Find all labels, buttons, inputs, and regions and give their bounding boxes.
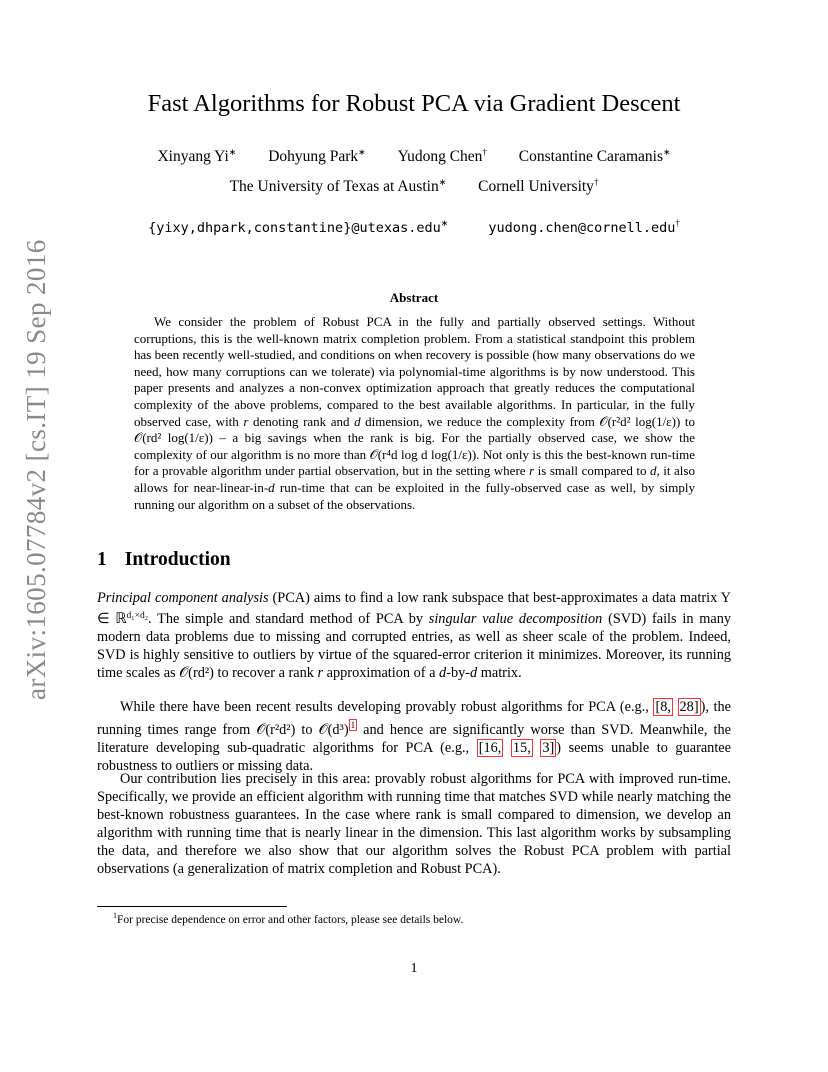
author-list xyxy=(0,147,828,166)
intro-paragraph-2: While there have been recent results developing provably robust algorithms for PCA (e.g., [8, 28] ), the running times range from 𝒪(r²d²) to 𝒪(d³) $^1$ and hence are significantly worse than SVD. Meanwhile, the literature developing sub-quadratic algorithms for PCA (e.g., [16, 15, 3] ) seems unable to guarantee robustness to outliers or missing data. xyxy=(97,699,731,775)
intro-paragraph-1: Principal component analysis (PCA) aims to find a low rank subspace that best-approximates a data matrix Y ∈ ℝ$^{d_1\times d_2}$. The simple and standard method of PCA by singular value decomposition (SVD) fails in many modern data problems due to missing and corrupted entries, as well as sheer scale of the problem. Indeed, SVD is highly sensitive to outliers by virtue of the squared-error criterion it minimizes. Moreover, its running time scales as 𝒪(rd²) to recover a rank r approximation of a d-by-d matrix. xyxy=(97,590,731,682)
author-4: Constantine Caramanis∗ xyxy=(518,147,671,165)
affiliation-1: The University of Texas at Austin∗ xyxy=(229,177,447,195)
email-list xyxy=(0,218,828,236)
author-3: Yudong Chen† xyxy=(397,147,487,165)
affiliation-list xyxy=(0,177,828,196)
footnote-ref-link[interactable]: 1 xyxy=(350,720,356,731)
arxiv-identifier-stamp: arXiv:1605.07784v2 [cs.IT] 19 Sep 2016 xyxy=(21,239,51,700)
abstract-body: We consider the problem of Robust PCA in the fully and partially observed settings. Without corruptions, this is the well-known matrix completion problem. From a statistical standpoint this problem has been recently well-studied, and conditions on when recovery is possible (how many observations do we need, how many corruptions can we tolerate) via polynomial-time algorithms is by now understood. This paper presents and analyzes a non-convex optimization approach that greatly reduces the computational complexity of the above problems, compared to the best available algorithms. In particular, in the fully observed case, with r denoting rank and d dimension, we reduce the complexity from 𝒪(r²d² log(1/ε)) to 𝒪(rd² log(1/ε)) – a big savings when the rank is big. For the partially observed case, we show the complexity of our algorithm is no more than 𝒪(r⁴d log d log(1/ε)). Not only is this the best-known run-time for a provable algorithm under partial observation, but in the setting where r is small compared to d, it also allows for near-linear-in-d run-time that can be exploited in the fully-observed case as well, by simply running our algorithm on a subset of the observations. xyxy=(134,314,696,512)
citation-link-8[interactable]: [8, xyxy=(655,699,671,715)
abstract-heading: Abstract xyxy=(389,290,439,305)
author-2: Dohyung Park∗ xyxy=(268,147,366,165)
intro-paragraph-3: Our contribution lies precisely in this area: provably robust algorithms for PCA with improved run-time. Specifically, we provide an efficient algorithm with running time that matches SVD while nearly matching the best-known robustness guarantees. In the case where rank is small compared to dimension, we develop an algorithm with running time that is nearly linear in the dimension. This last algorithm works by subsampling the data, and therefore we also show that our algorithm solves the Robust PCA problem with partial observations (a generalization of matrix completion and Robust PCA). xyxy=(97,771,731,878)
email-2: yudong.chen@cornell.edu† xyxy=(488,218,680,236)
citation-link-3[interactable]: 3] xyxy=(542,740,555,757)
footnote: $^1$For precise dependence on error and other factors, please see details below. xyxy=(113,911,464,926)
section-heading-introduction: 1 Introduction xyxy=(97,549,231,570)
citation-link-15[interactable]: 15, xyxy=(512,740,531,757)
email-1: {yixy,dhpark,constantine}@utexas.edu∗ xyxy=(148,218,449,236)
citation-link-16[interactable]: [16, xyxy=(478,740,502,757)
citation-link-28[interactable]: 28] xyxy=(679,699,699,715)
page-number: 1 xyxy=(410,961,418,976)
author-1: Xinyang Yi∗ xyxy=(157,147,237,165)
paper-title: Fast Algorithms for Robust PCA via Gradient Descent xyxy=(147,90,681,117)
footnote-divider xyxy=(97,906,287,907)
affiliation-2: Cornell University† xyxy=(478,177,599,195)
